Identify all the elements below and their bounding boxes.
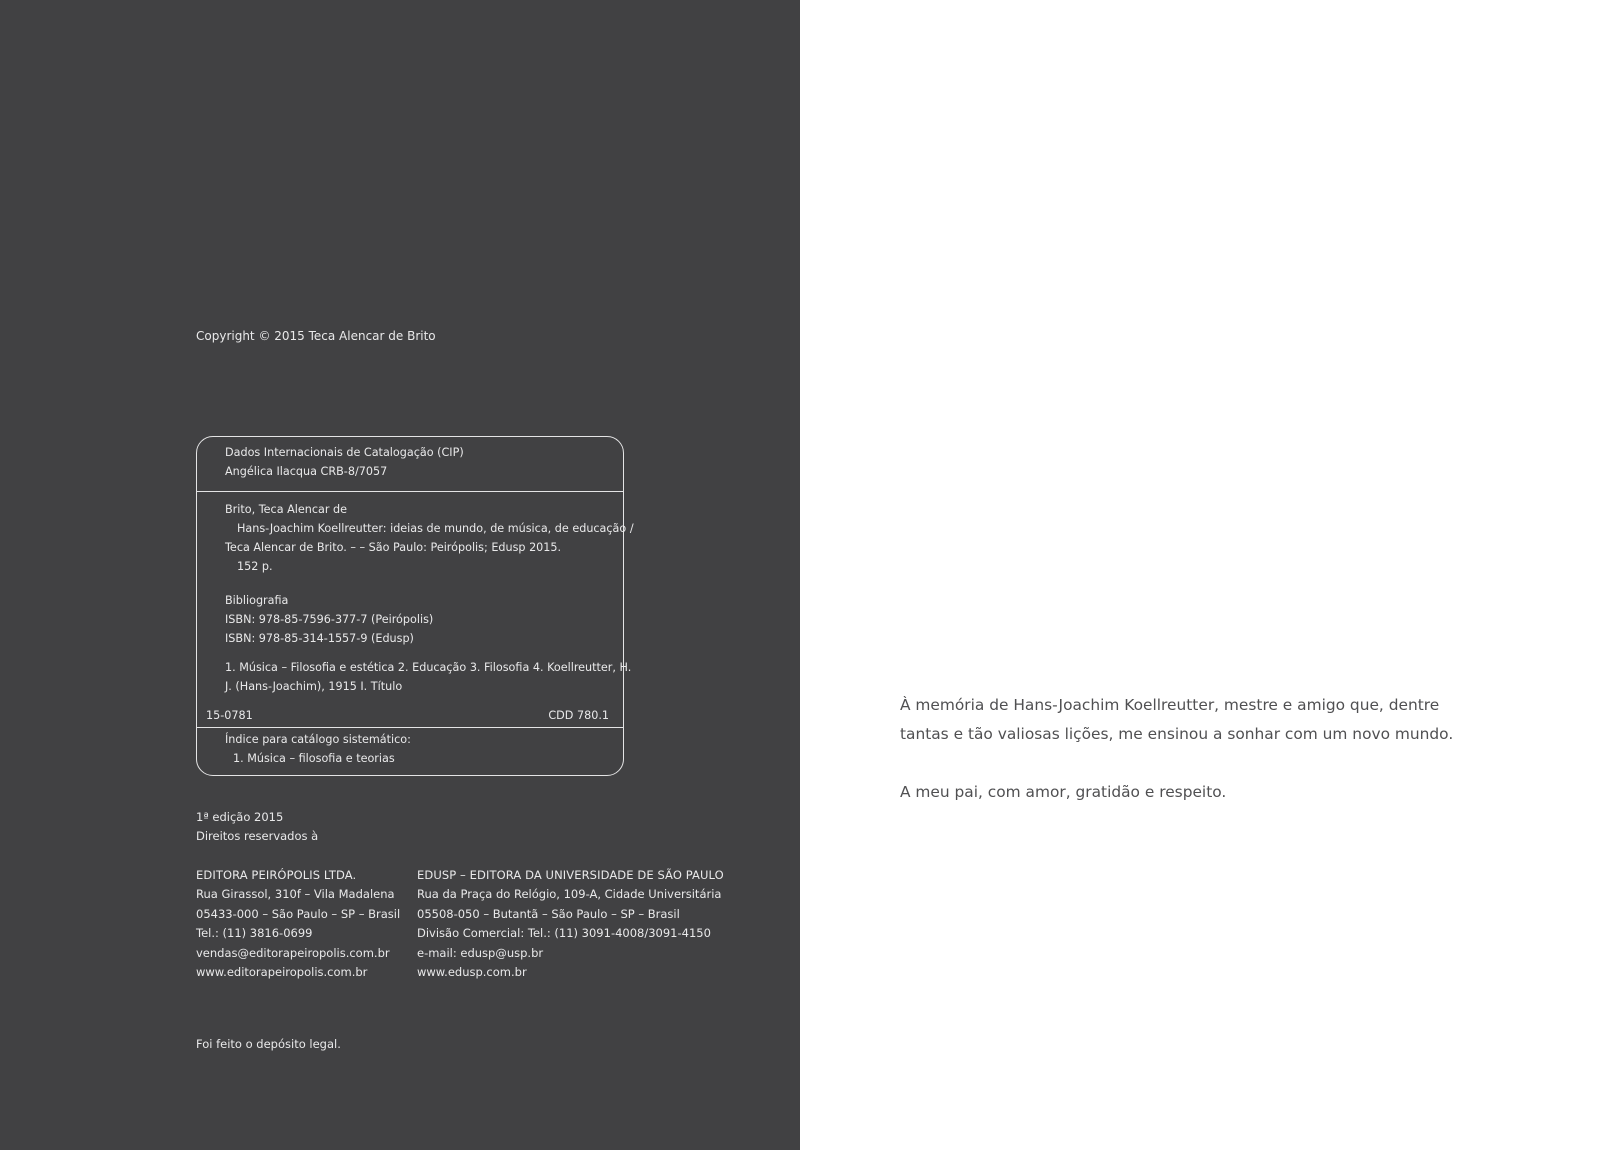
cip-author: Brito, Teca Alencar de (225, 503, 347, 516)
dedication-text (900, 691, 1453, 807)
cip-bottom-divider (197, 727, 623, 728)
dedication-koellreutter-line-2: tantas e tão valiosas lições, me ensinou a sonhar com um novo mundo. (900, 725, 1454, 743)
publisher-email: vendas@editorapeiropolis.com.br (196, 945, 390, 960)
publisher-edusp (417, 866, 724, 982)
publisher-peiropolis (196, 866, 400, 982)
copyright-notice: Copyright © 2015 Teca Alencar de Brito (196, 329, 436, 343)
publisher-postal-code: 05433-000 – São Paulo – SP – Brasil (196, 906, 401, 921)
publisher-email: e-mail: edusp@usp.br (417, 945, 544, 960)
cip-isbn-peiropolis: ISBN: 978-85-7596-377-7 (Peirópolis) (225, 613, 434, 626)
dedication-koellreutter-line-1: À memória de Hans-Joachim Koellreutter, mestre e amigo que, dentre (900, 696, 1440, 714)
cip-bibliography: Bibliografia (225, 594, 289, 607)
cip-pages: 152 p. (237, 560, 273, 573)
cip-title-line-2: Teca Alencar de Brito. – – São Paulo: Peirópolis; Edusp 2015. (225, 541, 562, 554)
publisher-address: Rua da Praça do Relógio, 109-A, Cidade Universitária (417, 887, 722, 902)
cip-record-number: 15-0781 (206, 709, 253, 722)
cip-subjects-line-1: 1. Música – Filosofia e estética 2. Educação 3. Filosofia 4. Koellreutter, H. (225, 661, 632, 674)
cip-title-line-1: Hans-Joachim Koellreutter: ideias de mundo, de música, de educação / (237, 522, 634, 535)
publisher-name: EDITORA PEIRÓPOLIS LTDA. (196, 868, 357, 882)
publisher-postal-code: 05508-050 – Butantã – São Paulo – SP – Brasil (417, 906, 680, 921)
cip-isbn-edusp: ISBN: 978-85-314-1557-9 (Edusp) (225, 632, 414, 645)
legal-deposit-notice: Foi feito o depósito legal. (196, 1037, 341, 1051)
paragraph-spacer (900, 749, 1453, 778)
dedication-father: A meu pai, com amor, gratidão e respeito. (900, 783, 1227, 801)
edition-year: 1ª edição 2015 (196, 810, 284, 824)
cip-catalog-box (196, 436, 634, 776)
publisher-name: EDUSP – EDITORA DA UNIVERSIDADE DE SÃO PAULO (417, 868, 724, 882)
rights-reserved: Direitos reservados à (196, 829, 319, 844)
publisher-address: Rua Girassol, 310f – Vila Madalena (196, 887, 395, 902)
cip-subjects-line-2: J. (Hans-Joachim), 1915 I. Título (225, 680, 403, 693)
cip-librarian: Angélica Ilacqua CRB-8/7057 (225, 465, 388, 478)
cip-top-divider (197, 491, 623, 492)
edition-info (196, 808, 318, 847)
publisher-website: www.edusp.com.br (417, 965, 527, 980)
publisher-phone: Tel.: (11) 3816-0699 (196, 926, 313, 941)
cip-cdd: CDD 780.1 (548, 709, 609, 722)
dedication-page (800, 0, 1600, 1150)
cip-index-title: Índice para catálogo sistemático: (225, 733, 411, 746)
publisher-website: www.editorapeiropolis.com.br (196, 965, 368, 980)
publisher-phone: Divisão Comercial: Tel.: (11) 3091-4008/3091-4150 (417, 926, 711, 941)
cip-index-entry: 1. Música – filosofia e teorias (233, 752, 395, 765)
cip-header-title: Dados Internacionais de Catalogação (CIP) (225, 446, 464, 459)
